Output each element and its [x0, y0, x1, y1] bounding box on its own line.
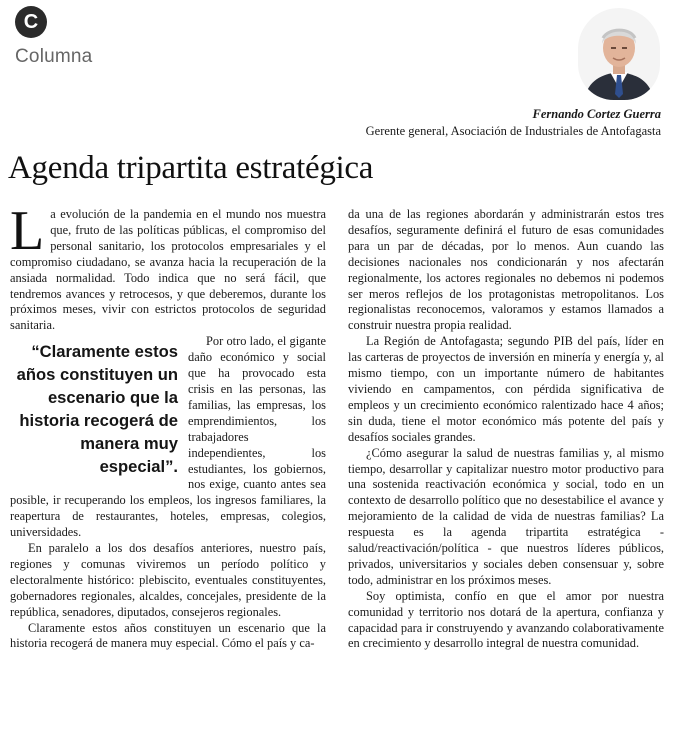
article-paragraph: Por otro lado, el gigante daño económico y social que ha provocado esta crisis en las personas, las familias, las empresas, los emprendimientos, los trabajadores independientes, los estudiantes, los gobiernos, nos exige, cuanto antes sea posible, ir recuperando los empleos, los ingresos familiares, la reapertura de restaurantes, hoteles, empresas, colegios, universidades.	[10, 334, 326, 540]
article-paragraph: Soy optimista, confío en que el amor por nuestra comunidad y territorio nos dotará de la apertura, confianza y capacidad para ir construyendo y avanzando colaborativamente en crecimiento y desarrollo integral de nuestra comunidad.	[348, 588, 664, 651]
article-paragraph: En paralelo a los dos desafíos anteriores, nuestro país, regiones y comunas viviremos un período político y electoralmente histórico: plebiscito, eventuales constituyentes, gobernadores regionales, alcaldes, concejales, presidente de la república, senadores, diputados, consejeros regionales.	[10, 541, 326, 619]
author-byline	[366, 106, 661, 140]
article-column-right	[348, 207, 664, 652]
article-column-left	[10, 200, 326, 652]
drop-cap: L	[10, 200, 45, 262]
pull-quote: “Claramente estos años constituyen un escenario que la historia recogerá de manera muy especial”.	[16, 342, 178, 477]
author-role: Gerente general, Asociación de Industriales de Antofagasta	[365, 124, 661, 138]
column-badge-icon: C	[15, 6, 47, 38]
article-title: Agenda tripartita estratégica	[8, 150, 374, 186]
section-name: Columna	[15, 46, 93, 67]
article-paragraph: La Región de Antofagasta; segundo PIB del país, líder en las carteras de proyectos de inversión en minería y energía y, al mismo tiempo, con un importante número de habitantes viviendo en campamentos, con pérdida significativa de empleos y un crecimiento económico ralentizado hace 4 años; sin duda, tiene el motor económico más potente del país y desafíos sociales grandes.	[348, 334, 664, 444]
author-portrait-icon	[578, 8, 660, 100]
article-paragraph: da una de las regiones abordarán y administrarán estos tres desafíos, seguramente definirá el futuro de esas comunidades para un par de décadas, por lo menos. Aun cuando las decisiones nacionales nos condicionarán y nos afectarán regionalmente, los actores regionales no debemos ni podemos ser meros reflejos de los protagonistas metropolitanos. Los regionalistas reconocemos, valoramos y estamos llamados a construir nuestra propia realidad.	[348, 207, 664, 333]
article-paragraph: Claramente estos años constituyen un escenario que la historia recogerá de manera muy especial. Cómo el país y ca-	[10, 620, 326, 651]
article-paragraph: ¿Cómo asegurar la salud de nuestras familias y, al mismo tiempo, desarrollar y capitalizar nuestro motor productivo para una sostenida reactivación económica y social, todo en un contexto de desarrollo político que no desestabilice el avance y mejoramiento de la calidad de vida de nuestras familias? La respuesta es la agenda tripartita estratégica -salud/reactivación/política - que nuestros líderes públicos, privados, universitarios y sociales deben consensuar y, sobre todo, administrar en los próximos meses.	[348, 445, 664, 587]
article-paragraph: La evolución de la pandemia en el mundo nos muestra que, fruto de las políticas públicas, el compromiso del personal sanitario, los protocolos empresariales y el compromiso ciudadano, se avanza hacia la recuperación de la ansiada normalidad. Todo indica que no será fácil, que tendremos avances y retrocesos, y que deberemos, durante los próximos meses, vivir con estrictos protocolos de seguridad sanitaria.	[10, 200, 326, 333]
author-photo	[578, 8, 660, 100]
author-name: Fernando Cortez Guerra	[532, 107, 661, 121]
